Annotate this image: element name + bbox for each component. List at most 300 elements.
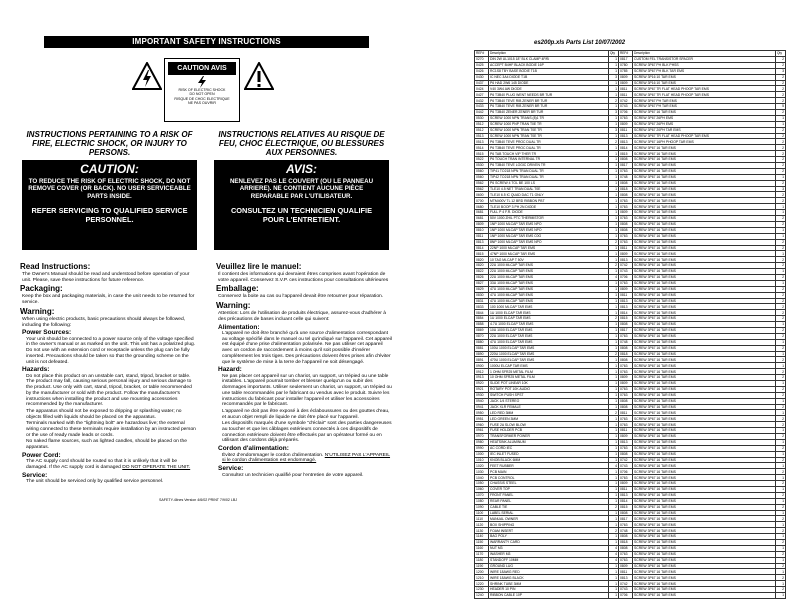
table-cell: SCREW 3P67 16 TAR EMS [633,380,776,386]
table-cell: 0430 [475,74,489,80]
table-cell: LED GREEN 3MM [489,416,609,422]
table-cell: 0426 [475,68,489,74]
table-cell: SCREW 3P16 10 TAR EMS [633,74,776,80]
table-cell: 2 [776,192,786,198]
table-cell: SCREW 3P67 16 TAR EMS [633,422,776,428]
table-cell: 0809 [619,380,633,386]
table-cell: KNOB BLACK 6MM [489,457,609,463]
table-cell: SCREW 3P67 16 TAR EMS [633,145,776,151]
table-cell: SCREW 3P67 TR FLAT HEAD PHOOP TAR EMS [633,133,776,139]
table-cell: 1 [609,174,619,180]
table-cell: 1 [609,357,619,363]
table-cell: 1 [776,475,786,481]
table-cell: 0742 [619,263,633,269]
caution-panel-refer: REFER SERVICING TO QUALIFIED SERVICE PERSONNEL. [31,206,188,225]
table-cell: 1240 [475,593,489,599]
column-header: Qty [776,51,786,57]
table-cell: 1130 [475,528,489,534]
table-cell: 1 [776,510,786,516]
table-cell: SCREW 3P67 16 TAR EMS [633,498,776,504]
table-cell: 1220 [475,581,489,587]
table-cell: GROUND LUG [489,563,609,569]
table-cell: 1 [609,186,619,192]
table-cell: 1 [776,233,786,239]
table-cell: 1 [776,204,786,210]
table-cell: 1 [609,445,619,451]
table-cell: 2 [609,139,619,145]
table-cell: P6 T3B40 TEVE PROC DUAL TR [489,139,609,145]
table-cell: 1010 [475,457,489,463]
table-cell: 2 [609,263,619,269]
table-cell: SCREW 3P67 16 TAR EMS [633,227,776,233]
table-cell: 1 [609,498,619,504]
table-cell: 0808 [619,157,633,163]
table-cell: 0808 [619,451,633,457]
table-cell: SHRINK TUBE 3MM [489,581,609,587]
table-cell: 1180 [475,557,489,563]
table-cell: 0900 [475,363,489,369]
table-cell: BOX SHIPPING [489,522,609,528]
table-cell: 0811 [619,127,633,133]
table-cell: 0951 [475,416,489,422]
parts-list-title: es200p.xls Parts List 10/07/2002 [534,40,626,46]
table-cell: 1 [609,327,619,333]
table-cell: 0742 [619,98,633,104]
table-cell: TRANSFORMER POWER [489,434,609,440]
hazards-body: Terminals marked with the "lightning bolt" are hazardous live; the external wiring connected to these terminals require installation by an instructed person or the use of ready made leads or cords. [26,421,196,438]
table-cell: RIBBON CABLE 10P [489,593,609,599]
column-header: Qty [609,51,619,57]
caution-label-line: DO NOT OPEN [189,92,215,97]
table-cell: 1 [776,351,786,357]
table-cell: 22NP 1000 MLCAP TAR EMS [489,245,609,251]
table-cell: SCREW 3P67 16 TAR EMS [633,174,776,180]
table-cell: 10U 1000 ELCAP TAR EMS [489,327,609,333]
table-cell: 2 [776,198,786,204]
table-cell: 1 [776,569,786,575]
table-cell: SCREW 3P67 16 TAR EMS [633,534,776,540]
table-cell: 1 [609,280,619,286]
table-cell: FUSE 2A SLOW BLOW [489,422,609,428]
table-cell: 1 [776,339,786,345]
caution-panel-title: AVIS: [285,162,318,176]
table-cell: 5 [776,104,786,110]
table-cell: SCREW 3P67 16 TAR EMS [633,157,776,163]
table-cell: LABEL SERIAL [489,510,609,516]
table-cell: 2 [776,180,786,186]
table-cell: SCREW 3P67 16 TAR EMS [633,445,776,451]
table-cell: SCREW 3P67 16 TAR EMS [633,369,776,375]
table-cell: 1 [609,398,619,404]
table-cell: 1190 [475,563,489,569]
table-cell: 0811 [619,245,633,251]
table-cell: 2 [609,239,619,245]
table-cell: 0870 [475,333,489,339]
parts-table [474,50,786,599]
table-cell: 0748 [619,528,633,534]
table-cell: 0562 [475,186,489,192]
table-cell: 0881 [475,345,489,351]
table-cell: 0809 [619,375,633,381]
table-cell: 0808 [619,510,633,516]
table-cell: 2 [609,351,619,357]
table-cell: SCREW 3P67 16 TAR EMS [633,551,776,557]
table-cell: SCREW 3P67 16 TAR EMS [633,545,776,551]
table-cell: 1 [609,392,619,398]
table-cell: 1 [609,180,619,186]
table-cell: 1 [609,163,619,169]
table-cell: 1 [609,62,619,68]
table-cell: 1 [609,563,619,569]
table-cell: SCREW 3P67 16 TAR EMS [633,274,776,280]
caution-panel-fr [214,160,389,250]
table-cell: SCREW 3P67 PH TAR EMS [633,104,776,110]
packaging-body: Keep the box and packaging materials, in case the unit needs to be returned for service. [22,294,195,306]
table-cell: 1 [609,322,619,328]
table-cell: 1090 [475,504,489,510]
table-cell: 2 [776,345,786,351]
table-cell: 0880 [475,339,489,345]
table-cell: 0950 [475,410,489,416]
table-cell: 2 [776,481,786,487]
table-cell: 0433 [475,104,489,110]
table-cell: 0763 [619,445,633,451]
table-cell: 1 [609,569,619,575]
table-cell: 2 [776,386,786,392]
table-cell: 1 [609,310,619,316]
table-cell: 1 [609,369,619,375]
table-cell: SCREW 3P16 10 TAR EMS [633,80,776,86]
table-cell: 10 TAG MLCAP T 50V [489,257,609,263]
table-cell: 1 [776,410,786,416]
table-cell: SCREW 3P67 16 TAR EMS [633,428,776,434]
table-cell: SCREW 3P67 16 TAR EMS [633,363,776,369]
table-cell: 1 [609,304,619,310]
service-title: Service: [22,471,48,479]
table-cell: 2 [776,151,786,157]
table-cell: 4 [609,545,619,551]
table-cell: 1U 1000 ELCAP TAR EMS [489,316,609,322]
table-cell: 1 [609,380,619,386]
table-cell: TLE10 BOOP 3 PH 2N DIODE [489,204,609,210]
table-cell: 1 [609,492,619,498]
table-cell: 0817 [619,516,633,522]
table-cell: 0763 [619,422,633,428]
table-cell: 0809 [619,286,633,292]
table-cell: 0844 [475,310,489,316]
table-cell: 0424 [475,86,489,92]
read-title: Read Instructions: [20,262,91,271]
table-cell: SLIDE POT LINEAR 10K [489,380,609,386]
table-cell: 1 [609,475,619,481]
table-cell: 1 [609,581,619,587]
table-cell: 0913 [475,375,489,381]
table-cell: 2 [609,528,619,534]
table-cell: 2 [776,528,786,534]
table-cell: 0513 [475,139,489,145]
lightning-icon [196,76,208,88]
table-cell: SCREW 3P67 16 TAR EMS [633,416,776,422]
table-cell: 1 [609,428,619,434]
table-cell: 0858 [475,322,489,328]
table-cell: 1U 1000 ELCAP TAR EMS [489,310,609,316]
table-cell: SCREW 3P67 16 TAR EMS [633,333,776,339]
table-cell: 1160 [475,545,489,551]
table-cell: SCREW 3P67 16 TAR EMS [633,522,776,528]
table-cell: 2 [776,469,786,475]
table-cell: TLE10 4.5 NET TRAN DUAL T0E [489,186,609,192]
table-cell: 0813 [619,257,633,263]
table-cell: 0743 [619,104,633,110]
page-footer: SAFETY-4lines Version 4/6/02 PRINT 7/9/02 LBJ [159,498,238,502]
table-cell: 2 [776,422,786,428]
table-cell: SCREW 3P67 16 TAR EMS [633,180,776,186]
table-cell: 2 [776,357,786,363]
table-cell: 0830 [475,292,489,298]
table-cell: 1100 [475,510,489,516]
table-cell: 0763 [619,115,633,121]
table-cell: REAR PANEL [489,498,609,504]
parts-list-page [474,38,785,598]
table-cell: 1 [609,439,619,445]
table-cell: SCREW 3P67 16 TAR EMS [633,269,776,275]
table-cell: 1170 [475,551,489,557]
table-cell: 2 [609,410,619,416]
power-cord-warning: N'UTILISEZ PAS L'APPAREIL si le cordon d'alimentation est endommagé. [222,452,391,464]
table-cell: 2 [776,310,786,316]
table-cell: SCREW 3P67 16 TAR EMS [633,504,776,510]
table-cell: 1 [609,198,619,204]
table-cell: 1 [776,545,786,551]
table-cell: 1200 [475,569,489,575]
table-cell: 0706 [619,110,633,116]
table-cell: 1 [609,487,619,493]
table-cell: 2 [776,127,786,133]
table-cell: SCREW 3P67 26PH EMS [633,121,776,127]
table-cell: 0809 [475,221,489,227]
hazards-body: L'appareil ne doit pas être exposé à des éclaboussures ou des gouttes d'eau, et aucun objet rempli de liquide ne doit être placé sur l'appareil. [222,408,390,420]
table-cell: 2 [776,551,786,557]
table-cell: 2 [776,369,786,375]
table-cell: 0815 [475,251,489,257]
table-cell: 0811 [619,569,633,575]
table-cell: V40 3W4 AW DIODE [489,86,609,92]
table-cell: 0530 [475,115,489,121]
hazards-body: Ne pas placer cet appareil sur un chariot, un support, un trépied ou une table instables. L'appareil pourrait tomber et blesser quelqu'un ou subir des dommages importants. Utiliser seulement un chariot, un support, un trépied ou une table recommandés par le fabricant ou vendus avec le produit. Suivre les instructions du fabricant pour installer l'appareil et utiliser les accessoires recommandés par le fabricant. [222,373,392,408]
table-cell: 2 [776,492,786,498]
table-cell: 0763 [619,522,633,528]
warning-title: Warning: [216,301,251,311]
table-cell: 0742 [619,581,633,587]
table-cell: SCREW 3P67 16 TAR EMS [633,263,776,269]
table-cell: 22U 1000 ELCAP TAR EMS [489,333,609,339]
table-cell: SCREW 3P67 TR FLAT HEAD PHOOP TAR EMS [633,92,776,98]
table-cell: 100 1000 MLCAP TAR EMS [489,304,609,310]
table-cell: 0813 [619,575,633,581]
power-cord-warning: DO NOT OPERATE THE UNIT. [122,465,191,471]
table-cell: 0829 [475,286,489,292]
table-cell: 1 [609,104,619,110]
table-cell: 0808 [619,322,633,328]
table-cell: SCREW 3P67 16 TAR EMS [633,163,776,169]
power-cord-text: The AC supply cord should be routed so that it is unlikely that it will be damaged. If the AC supply cord is damaged [26,459,178,471]
table-cell: 2 [776,168,786,174]
table-cell: 1 [609,416,619,422]
table-cell: 1 [609,481,619,487]
table-cell: 1 [609,469,619,475]
table-cell: 1 [776,534,786,540]
table-cell: SCREW 1000 NPN TRANS (8)1 TR [489,115,609,121]
table-cell: 1 [609,221,619,227]
table-cell: 3 [609,74,619,80]
table-cell: 0811 [619,487,633,493]
table-cell: 2 [776,575,786,581]
read-body: Il contient des informations qui devraient êtres comprises avant l'opération de votre appareil. Conservez S.V.P. ces instructions pour consultations ultérieures [218,272,389,283]
table-cell: SCREW 3P67 16 TAR EMS [633,375,776,381]
table-cell: 1110 [475,516,489,522]
table-cell: SCREW 3P67 16 TAR EMS [633,110,776,116]
table-cell: 1030 [475,469,489,475]
table-cell: SCREW 3P67 16 TAR EMS [633,469,776,475]
table-cell: 1 [776,280,786,286]
table-cell: SCREW 3P67 16 TAR EMS [633,339,776,345]
table-cell: 0763 [619,233,633,239]
table-cell: 1080 [475,498,489,504]
table-cell: 0814 [619,145,633,151]
table-cell: SCREW 3P67 16 TAR EMS [633,257,776,263]
table-cell: 0869 [475,327,489,333]
table-cell: 1 [609,251,619,257]
table-cell: 0808 [619,221,633,227]
table-cell: 1NP 1000 MLCAP TAR EMS NPO [489,221,609,227]
table-cell: FEET RUBBER [489,463,609,469]
table-cell: PCB MAIN [489,469,609,475]
table-cell: 1 [609,593,619,599]
table-cell: SCREW 3P67 16 TAR EMS [633,516,776,522]
table-cell: 0681 [475,216,489,222]
table-cell: 1 [609,386,619,392]
table-cell: 0811 [619,428,633,434]
table-cell: 1 [609,587,619,593]
table-cell: 1NP 1000 MLCAP TAR EMS C0G [489,233,609,239]
table-cell: P6 T3B40 TEVE RIB ZENER BR TUR [489,98,609,104]
table-cell: 0425 [475,62,489,68]
table-cell: 4.7U 1000 ELCAP TAR EMS [489,322,609,328]
table-cell: WIRE 18AWG BLACK [489,575,609,581]
table-cell: FRONT PANEL [489,492,609,498]
table-cell: 47U 1000 MLCAP TAR EMS [489,298,609,304]
caution-panel-en [22,160,197,250]
table-cell: 1 OHM SFR25 METAL FILM [489,369,609,375]
table-cell: WASHER M3 [489,551,609,557]
table-cell: SCREW 3P67 16 TAR EMS [633,475,776,481]
table-cell: SCREW 3P67 16 TAR EMS [633,192,776,198]
table-cell: IEC INLET FUSED [489,451,609,457]
table-cell: 1 [776,451,786,457]
table-cell: 0742 [619,457,633,463]
table-cell: 0427 [475,92,489,98]
table-cell: 1 [776,380,786,386]
table-cell: 1 [776,498,786,504]
table-cell: SCREW 3P67 16 TAR EMS [633,357,776,363]
service-title: Service: [218,465,244,473]
table-cell: 2 [776,163,786,169]
table-cell: JACK 1/4 STEREO [489,398,609,404]
table-cell: 1020 [475,463,489,469]
table-cell: 0432 [475,98,489,104]
column-header: Description [633,51,776,57]
table-cell: TIP42 TO218 NPN TRAN DUAL TR [489,174,609,180]
table-cell: 2 [776,327,786,333]
table-cell: SCREW 3P67 16 TAR EMS [633,316,776,322]
column-header: REF# [475,51,489,57]
table-cell: SCREW 3P67 16 TAR EMS [633,481,776,487]
table-cell: 0961 [475,428,489,434]
table-cell: 0808 [619,398,633,404]
table-cell: 0826 [475,274,489,280]
table-cell: 0512 [475,127,489,133]
table-cell: 2 [776,86,786,92]
table-cell: 1 [609,257,619,263]
table-cell: 0920 [475,380,489,386]
table-cell: SCREW 3P67 16 TAR EMS [633,392,776,398]
table-cell: SCREW 3P67 PH TAR EMS [633,98,776,104]
table-cell: P6 T3B40 ZENER ZENER BR TUR [489,110,609,116]
table-cell: 1 [609,375,619,381]
table-cell: 2 [776,80,786,86]
table-row [475,593,786,599]
table-cell: 50V 1000 ZHIL PTC THERMISTOR [489,216,609,222]
table-cell: 2 [776,98,786,104]
caution-panel-body: NENLEVEZ PAS LE COUVERT (OU LE PANNEAU ARRIERE). NE CONTIENT AUCUNE PIÈCE REPARABLE PAR L'UTILISATEUR. [229,178,374,200]
table-cell: 1 [609,145,619,151]
table-cell: 0763 [619,363,633,369]
hazards-body: The apparatus should not be exposed to dripping or splashing water; no objects filled with liquids should be placed on the apparatus. [26,408,182,420]
table-cell: 2 [776,516,786,522]
table-cell: 0813 [619,133,633,139]
table-cell: 1 [609,245,619,251]
lightning-warning-icon [132,62,162,90]
table-cell: MANUAL OWNER [489,516,609,522]
table-cell: 0763 [619,416,633,422]
table-cell: 1 [609,151,619,157]
table-cell: TIP41 TO218 NPN TRAN DUAL TR [489,168,609,174]
warning-body: Attention: Lors de l'utilisation de produits électrique, assurez-vous d'adhérer à des précautions de bases incluant celle qui suivent: [218,311,386,322]
table-cell: 0809 [619,210,633,216]
power-sources-title: Alimentation: [218,323,260,331]
table-cell: 2 [776,292,786,298]
table-cell: 1000U ELCAP TAR EMS [489,363,609,369]
table-cell: SCREW 1000 NPN TRAN T0E TR [489,133,609,139]
table-cell: 1 [776,269,786,275]
table-cell: SCREW 3P67 16 TAR EMS [633,198,776,204]
table-cell: 1 [609,534,619,540]
table-cell: 2 [776,145,786,151]
table-cell: AC CORD IEC [489,445,609,451]
table-cell: P6 T3B40 TEVE RIB ZENER BR TUR [489,104,609,110]
table-cell: 2 [776,375,786,381]
caution-panel-refer: CONSULTEZ UN TECHNICIEN QUALIFIE POUR L'ENTRETIENT. [230,206,373,225]
table-cell: 1NP 1000 MLCAP TAR EMS NPO [489,227,609,233]
table-cell: 0811 [619,92,633,98]
table-cell: P6 TOUCH TRAN INTERNAL TR [489,157,609,163]
table-cell: 0814 [619,310,633,316]
exclamation-warning-icon [244,62,274,90]
table-cell: 2 [776,333,786,339]
table-cell: 2 [776,133,786,139]
table-cell: 0940 [475,398,489,404]
table-cell: 2 [776,540,786,546]
